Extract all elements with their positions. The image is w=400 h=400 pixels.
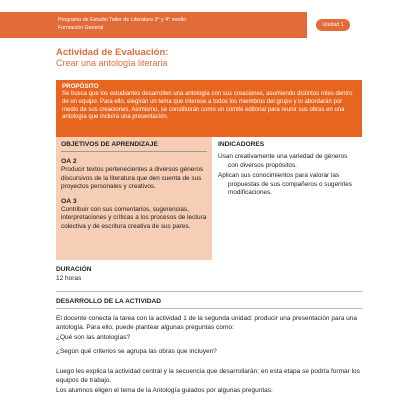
section-divider: [56, 291, 362, 292]
program-subtitle: Formación General: [58, 25, 104, 31]
unit-badge: Unidad 1: [316, 19, 350, 31]
indicadores-heading: INDICADORES: [218, 141, 265, 148]
objetivos-heading: OBJETIVOS DE APRENDIZAJE: [61, 141, 207, 152]
proposito-box: [56, 80, 362, 137]
oa-code: OA 2: [61, 158, 77, 165]
program-title: Programa de Estudio Taller de Literatura 3° y 4° medio: [58, 17, 187, 23]
oa-text: Producir textos pertenecientes a diversos géneros discursivos de la literatura que den cuenta de sus proyectos personales y creativos.: [61, 166, 204, 191]
objetivos-box: [56, 137, 212, 260]
oa-code: OA 3: [61, 197, 77, 205]
header-bar: [0, 12, 307, 38]
desarrollo-question: ¿Según qué criterios se agrupa las obras que incluyen?: [56, 348, 217, 355]
section-divider: [56, 308, 362, 309]
desarrollo-label: DESARROLLO DE LA ACTIVIDAD: [56, 298, 162, 305]
oa-text: Contribuir con sus comentarios, sugerencias, interpretaciones y críticas a los procesos de lectura colectiva y de escritura creativa de sus pares.: [61, 205, 207, 230]
indicador-item: Usan creativamente una variedad de géneros con diversos propósitos.: [218, 153, 348, 169]
desarrollo-paragraph: El docente conecta la tarea con la actividad 1 de la segunda unidad: producir una presentación para una antología. Para ello, puede plantear algunas preguntas como:: [56, 315, 358, 332]
header-text: [58, 16, 186, 32]
desarrollo-question: ¿Qué son las antologías?: [56, 334, 131, 341]
indicadores-box: [212, 137, 362, 260]
desarrollo-paragraph: Los alumnos eligen el tema de la Antología guiados por algunas preguntas:: [56, 387, 273, 394]
duracion-value: 12 horas: [56, 275, 82, 282]
activity-title: Actividad de Evaluación:: [56, 47, 169, 58]
desarrollo-paragraph: Luego les explica la actividad central y la secuencia que desarrollarán; en esta etapa se podría formar los equipos de trabajo.: [56, 368, 360, 385]
indicador-item: Aplican sus conocimientos para valorar las propuestas de sus compañeros o sugerirles modificaciones.: [218, 172, 352, 197]
activity-subtitle: Crear una antología literaria: [56, 58, 168, 68]
proposito-text: Se busca que los estudiantes desarrollen una antología con sus creaciones, asumiendo distintos roles dentro de un equipo. Para ello, elegirán un tema que interese a todos los miembros del grupo y lo abordarán por medio de sus creaciones. Asimismo, se constituirán como un comité editorial para reunir sus obras en una antología que incluirá una presentación.: [62, 91, 353, 121]
duracion-label: DURACIÓN: [56, 266, 92, 273]
page-header: [0, 12, 400, 38]
proposito-heading: PROPÓSITO: [62, 83, 99, 90]
